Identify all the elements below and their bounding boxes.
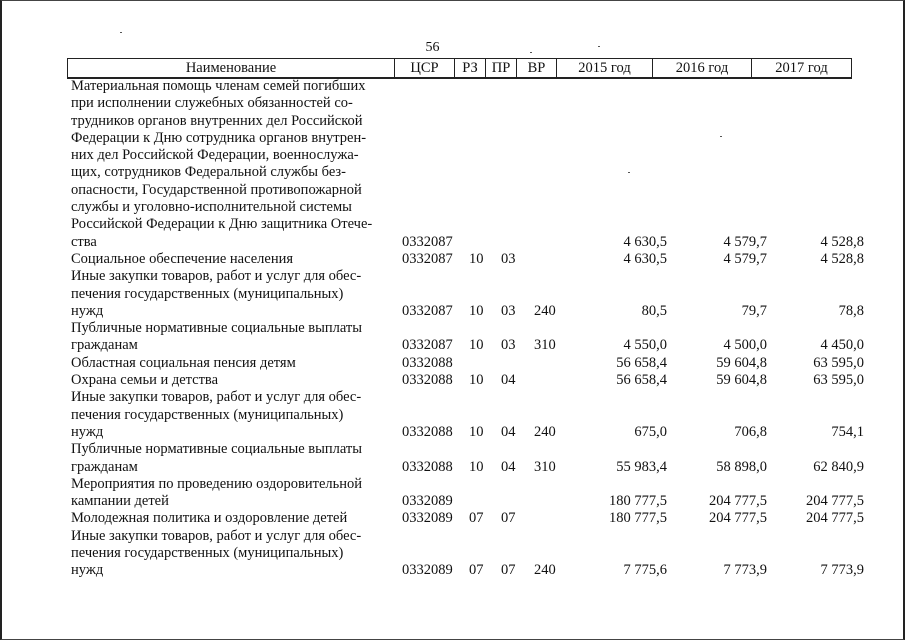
row-name-line: трудников органов внутренних дел Российской <box>71 112 363 129</box>
table-row <box>0 528 905 580</box>
row-name-line: ства <box>71 233 97 250</box>
cell-2016: 59 604,8 <box>716 372 767 389</box>
row-values <box>0 234 905 251</box>
cell-2016: 4 579,7 <box>723 233 767 250</box>
cell-pr: 04 <box>501 458 516 475</box>
scan-speck <box>120 32 122 33</box>
row-name-line: них дел Российской Федерации, военнослужа- <box>71 147 359 164</box>
row-name-line: печения государственных (муниципальных) <box>71 285 344 302</box>
row-name-line: Социальное обеспечение населения <box>71 250 294 267</box>
header-csr: ЦСР <box>395 59 455 79</box>
table-row <box>0 78 905 251</box>
cell-csr: 0332088 <box>402 372 453 389</box>
row-values <box>0 424 905 441</box>
cell-2015: 80,5 <box>641 302 667 319</box>
row-name-line: при исполнении служебных обязанностей со- <box>71 95 353 112</box>
row-name-line: службы и уголовно-исполнительной системы <box>71 199 352 216</box>
cell-2017: 4 528,8 <box>820 233 864 250</box>
cell-2017: 204 777,5 <box>806 493 864 510</box>
table-row <box>0 268 905 320</box>
cell-vr: 310 <box>534 458 556 475</box>
cell-rz: 10 <box>469 337 484 354</box>
cell-2017: 204 777,5 <box>806 510 864 527</box>
cell-csr: 0332088 <box>402 458 453 475</box>
row-name-line: Мероприятия по проведению оздоровительной <box>71 475 362 492</box>
row-name-line: печения государственных (муниципальных) <box>71 406 344 423</box>
row-values <box>0 562 905 579</box>
cell-pr: 04 <box>501 372 516 389</box>
cell-2015: 7 775,6 <box>623 562 667 579</box>
row-name-line: щих, сотрудников Федеральной службы без- <box>71 164 346 181</box>
table-row <box>0 510 905 527</box>
budget-table-body <box>0 78 905 580</box>
row-name-line: Иные закупки товаров, работ и услуг для обес- <box>71 268 362 285</box>
cell-2015: 4 630,5 <box>623 233 667 250</box>
header-name: Наименование <box>68 59 395 79</box>
row-name-line: Иные закупки товаров, работ и услуг для обес- <box>71 527 362 544</box>
cell-pr: 03 <box>501 337 516 354</box>
header-rz: РЗ <box>455 59 486 79</box>
table-row <box>0 389 905 441</box>
row-values <box>0 372 905 389</box>
row-name <box>71 78 399 251</box>
cell-2016: 7 773,9 <box>723 562 767 579</box>
cell-2015: 56 658,4 <box>616 354 667 371</box>
row-values <box>0 493 905 510</box>
row-values <box>0 459 905 476</box>
cell-csr: 0332087 <box>402 302 453 319</box>
cell-2015: 180 777,5 <box>609 493 667 510</box>
cell-csr: 0332089 <box>402 562 453 579</box>
cell-2015: 56 658,4 <box>616 372 667 389</box>
cell-2017: 63 595,0 <box>813 372 864 389</box>
cell-2017: 62 840,9 <box>813 458 864 475</box>
row-values <box>0 303 905 320</box>
row-name-line: Иные закупки товаров, работ и услуг для обес- <box>71 389 362 406</box>
cell-2017: 78,8 <box>838 302 864 319</box>
cell-vr: 240 <box>534 423 556 440</box>
row-name-line: нужд <box>71 423 104 440</box>
cell-pr: 07 <box>501 562 516 579</box>
cell-csr: 0332087 <box>402 337 453 354</box>
row-name-line: Материальная помощь членам семей погибших <box>71 78 366 94</box>
cell-csr: 0332089 <box>402 493 453 510</box>
table-row <box>0 251 905 268</box>
cell-2017: 754,1 <box>831 423 864 440</box>
cell-vr: 310 <box>534 337 556 354</box>
header-pr: ПР <box>486 59 517 79</box>
table-row <box>0 372 905 389</box>
cell-pr: 03 <box>501 302 516 319</box>
cell-2015: 675,0 <box>634 423 667 440</box>
cell-rz: 10 <box>469 372 484 389</box>
cell-2016: 204 777,5 <box>709 510 767 527</box>
cell-csr: 0332089 <box>402 510 453 527</box>
row-name-line: опасности, Государственной противопожарной <box>71 181 362 198</box>
column-header-table <box>67 58 852 79</box>
header-vr: ВР <box>517 59 557 79</box>
cell-2015: 4 550,0 <box>623 337 667 354</box>
row-name-line: гражданам <box>71 458 138 475</box>
cell-csr: 0332088 <box>402 423 453 440</box>
row-name-line: Молодежная политика и оздоровление детей <box>71 510 348 527</box>
page-number: 56 <box>425 40 440 55</box>
table-row <box>0 476 905 511</box>
cell-2016: 79,7 <box>741 302 767 319</box>
cell-2017: 7 773,9 <box>820 562 864 579</box>
cell-vr: 240 <box>534 302 556 319</box>
row-name-line: печения государственных (муниципальных) <box>71 545 344 562</box>
cell-rz: 07 <box>469 562 484 579</box>
cell-rz: 10 <box>469 423 484 440</box>
cell-rz: 07 <box>469 510 484 527</box>
cell-rz: 10 <box>469 250 484 267</box>
row-name-line: гражданам <box>71 337 138 354</box>
row-name-line: Областная социальная пенсия детям <box>71 354 296 371</box>
cell-pr: 07 <box>501 510 516 527</box>
row-values <box>0 337 905 354</box>
cell-2015: 55 983,4 <box>616 458 667 475</box>
row-name-line: нужд <box>71 562 104 579</box>
row-name-line: нужд <box>71 302 104 319</box>
cell-pr: 03 <box>501 250 516 267</box>
cell-2015: 4 630,5 <box>623 250 667 267</box>
header-2017: 2017 год <box>752 59 852 79</box>
row-values <box>0 510 905 527</box>
cell-2017: 4 528,8 <box>820 250 864 267</box>
cell-pr: 04 <box>501 423 516 440</box>
cell-2017: 63 595,0 <box>813 354 864 371</box>
row-name-line: Федерации к Дню сотрудника органов внутрен- <box>71 129 367 146</box>
cell-2016: 4 500,0 <box>723 337 767 354</box>
row-name-line: Публичные нормативные социальные выплаты <box>71 441 362 458</box>
row-name-line: Публичные нормативные социальные выплаты <box>71 320 362 337</box>
cell-vr: 240 <box>534 562 556 579</box>
row-values <box>0 251 905 268</box>
row-name-line: Охрана семьи и детства <box>71 372 219 389</box>
cell-csr: 0332087 <box>402 250 453 267</box>
row-name-line: Российской Федерации к Дню защитника Отече- <box>71 216 373 233</box>
cell-rz: 10 <box>469 302 484 319</box>
cell-2016: 706,8 <box>734 423 767 440</box>
header-2015: 2015 год <box>557 59 653 79</box>
row-values <box>0 355 905 372</box>
cell-2016: 4 579,7 <box>723 250 767 267</box>
cell-2016: 59 604,8 <box>716 354 767 371</box>
header-2016: 2016 год <box>653 59 752 79</box>
table-row <box>0 441 905 476</box>
cell-csr: 0332087 <box>402 233 453 250</box>
table-row <box>0 355 905 372</box>
cell-2015: 180 777,5 <box>609 510 667 527</box>
cell-csr: 0332088 <box>402 354 453 371</box>
cell-2016: 204 777,5 <box>709 493 767 510</box>
row-name-line: кампании детей <box>71 493 169 510</box>
cell-rz: 10 <box>469 458 484 475</box>
cell-2017: 4 450,0 <box>820 337 864 354</box>
cell-2016: 58 898,0 <box>716 458 767 475</box>
table-row <box>0 320 905 355</box>
